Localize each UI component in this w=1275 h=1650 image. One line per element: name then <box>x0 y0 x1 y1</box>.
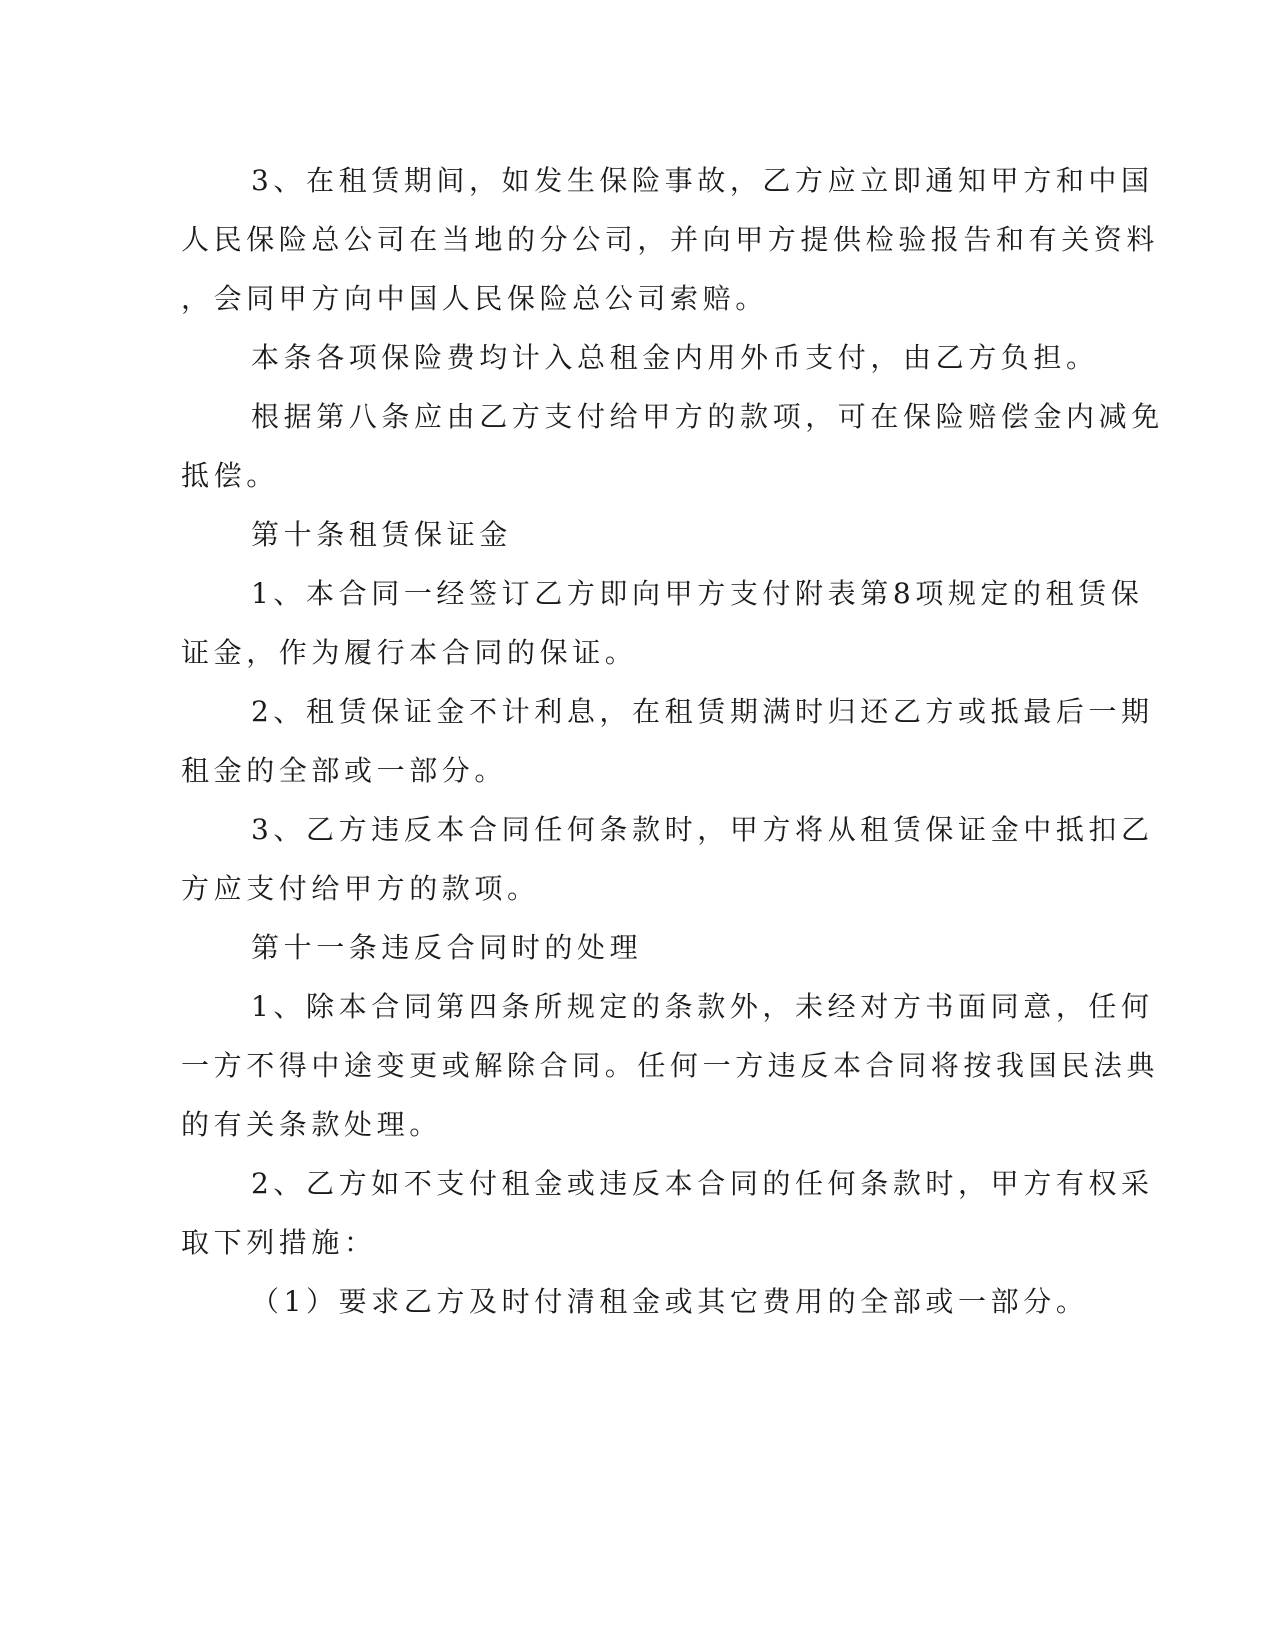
text-line: 的有关条款处理。 <box>181 1108 442 1141</box>
text-line: 人民保险总公司在当地的分公司，并向甲方提供检验报告和有关资料 <box>181 223 1160 256</box>
text-line: 方应支付给甲方的款项。 <box>181 872 540 905</box>
text-line: 一方不得中途变更或解除合同。任何一方违反本合同将按我国民法典 <box>181 1049 1160 1082</box>
text-line: 1、本合同一经签订乙方即向甲方支付附表第8项规定的租赁保 <box>251 577 1144 610</box>
text-line: 租金的全部或一部分。 <box>181 754 508 787</box>
text-line: 2、乙方如不支付租金或违反本合同的任何条款时，甲方有权采 <box>251 1167 1154 1200</box>
text-line: 3、在租赁期间，如发生保险事故，乙方应立即通知甲方和中国 <box>251 164 1154 197</box>
text-line: 证金，作为履行本合同的保证。 <box>181 636 638 669</box>
text-line: 取下列措施： <box>181 1226 377 1259</box>
section-heading: 第十条租赁保证金 <box>251 518 512 551</box>
text-line: 1、除本合同第四条所规定的条款外，未经对方书面同意，任何 <box>251 990 1154 1023</box>
text-line: 抵偿。 <box>181 459 279 492</box>
text-line: 2、租赁保证金不计利息，在租赁期满时归还乙方或抵最后一期 <box>251 695 1154 728</box>
section-heading: 第十一条违反合同时的处理 <box>251 931 643 964</box>
text-line: ，会同甲方向中国人民保险总公司索赔。 <box>181 282 768 315</box>
text-line: 根据第八条应由乙方支付给甲方的款项，可在保险赔偿金内减免 <box>251 400 1164 433</box>
text-line: 本条各项保险费均计入总租金内用外币支付，由乙方负担。 <box>251 341 1099 374</box>
text-line: 3、乙方违反本合同任何条款时，甲方将从租赁保证金中抵扣乙 <box>251 813 1154 846</box>
text-line: （1）要求乙方及时付清租金或其它费用的全部或一部分。 <box>251 1285 1089 1318</box>
